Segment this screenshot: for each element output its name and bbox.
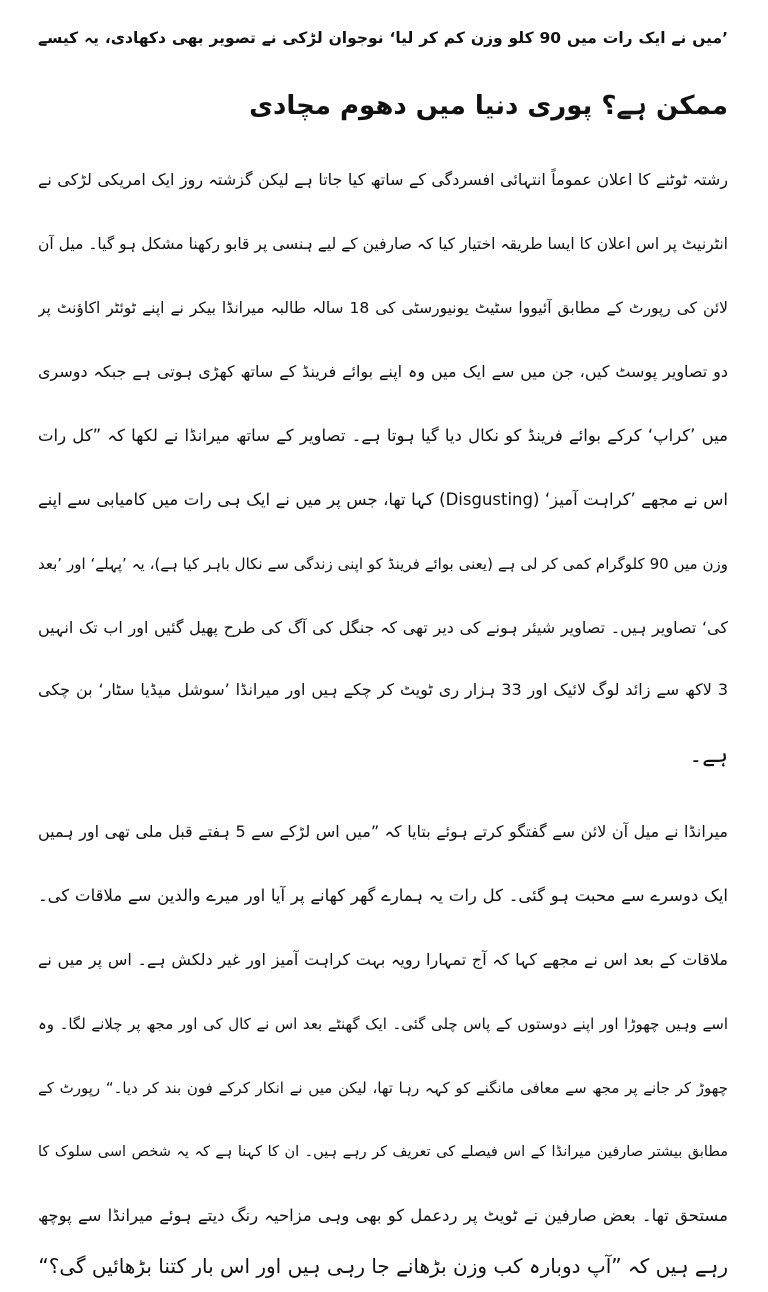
paragraph-1-line-3: لائن کی رپورٹ کے مطابق آئیووا سٹیٹ یونیورسٹی کی 18 سالہ طالبہ میرانڈا بیکر نے اپنے ٹوئٹر اکاؤنٹ پر [38,299,728,317]
paragraph-1-line-5: میں ’کراپ‘ کرکے بوائے فرینڈ کو نکال دیا گیا ہوتا ہے۔ تصاویر کے ساتھ میرانڈا نے لکھا کہ ”کل رات [38,426,728,445]
paragraph-1-line-1: رشتہ ٹوٹنے کا اعلان عموماً انتہائی افسردگی کے ساتھ کیا جاتا ہے لیکن گزشتہ روز ایک امریکی لڑکی نے [38,170,728,189]
paragraph-2-line-8: رہے ہیں کہ ”آپ دوبارہ کب وزن بڑھانے جا رہی ہیں اور اس بار کتنا بڑھائیں گی؟“ [38,1254,728,1278]
paragraph-1-line-8: کی‘ تصاویر ہیں۔ تصاویر شیئر ہونے کی دیر تھی کہ جنگل کی آگ کی طرح پھیل گئیں اور اب تک انہیں [38,618,728,637]
headline-line-1: ’میں نے ایک رات میں 90 کلو وزن کم کر لیا‘ نوجوان لڑکی نے تصویر بھی دکھادی، یہ کیسے [38,29,728,47]
paragraph-1-line-2: انٹرنیٹ پر اس اعلان کا ایسا طریقہ اختیار کیا کہ صارفین کے لیے ہنسی پر قابو رکھنا مشکل ہو گیا۔ میل آن [38,235,728,253]
paragraph-1-line-7: وزن میں 90 کلوگرام کمی کر لی ہے (یعنی بوائے فرینڈ کو اپنی زندگی سے نکال باہر کیا ہے)، یہ ’پہلے‘ اور ’بعد [38,555,728,573]
paragraph-2-line-4: اسے وہیں چھوڑا اور اپنے دوستوں کے پاس چلی گئی۔ ایک گھنٹے بعد اس نے کال کی اور مجھ پر چلانے لگا۔ وہ [38,1015,728,1033]
paragraph-1-line-9: 3 لاکھ سے زائد لوگ لائیک اور 33 ہزار ری ٹویٹ کر چکے ہیں اور میرانڈا ’سوشل میڈیا سٹار‘ بن چکی [38,680,728,699]
paragraph-1-line-6: اس نے مجھے ’کراہت آمیز‘ (Disgusting) کہا تھا، جس پر میں نے ایک ہی رات میں کامیابی سے اپنے [38,490,728,509]
paragraph-1-line-10: ہے۔ [689,743,728,768]
paragraph-2-line-5: چھوڑ کر جانے پر مجھ سے معافی مانگنے کو کہہ رہا تھا، لیکن میں نے انکار کرکے فون بند کر دیا۔“ رپورٹ کے [38,1079,728,1097]
headline-line-2: ممکن ہے؟ پوری دنیا میں دھوم مچادی [249,91,728,121]
paragraph-2-line-2: ایک دوسرے سے محبت ہو گئی۔ کل رات یہ ہمارے گھر کھانے پر آیا اور میرے والدین سے ملاقات کی۔ [38,886,728,905]
paragraph-2-line-1: میرانڈا نے میل آن لائن سے گفتگو کرتے ہوئے بتایا کہ ”میں اس لڑکے سے 5 ہفتے قبل ملی تھی اور ہمیں [38,822,728,841]
paragraph-1-line-4: دو تصاویر پوسٹ کیں، جن میں سے ایک میں وہ اپنے بوائے فرینڈ کے ساتھ کھڑی ہوتی ہے جبکہ دوسری [38,362,728,381]
paragraph-2-line-3: ملاقات کے بعد اس نے مجھے کہا کہ آج تمہارا رویہ بہت کراہت آمیز اور غیر دلکش ہے۔ اس پر میں نے [38,950,728,969]
paragraph-2-line-6: مطابق بیشتر صارفین میرانڈا کے اس فیصلے کی تعریف کر رہے ہیں۔ ان کا کہنا ہے کہ یہ شخص اسی سلوک کا [38,1144,728,1160]
paragraph-2-line-7: مستحق تھا۔ بعض صارفین نے ٹویٹ پر ردعمل کو بھی وہی مزاحیہ رنگ دیتے ہوئے میرانڈا سے پوچھ [38,1206,728,1225]
